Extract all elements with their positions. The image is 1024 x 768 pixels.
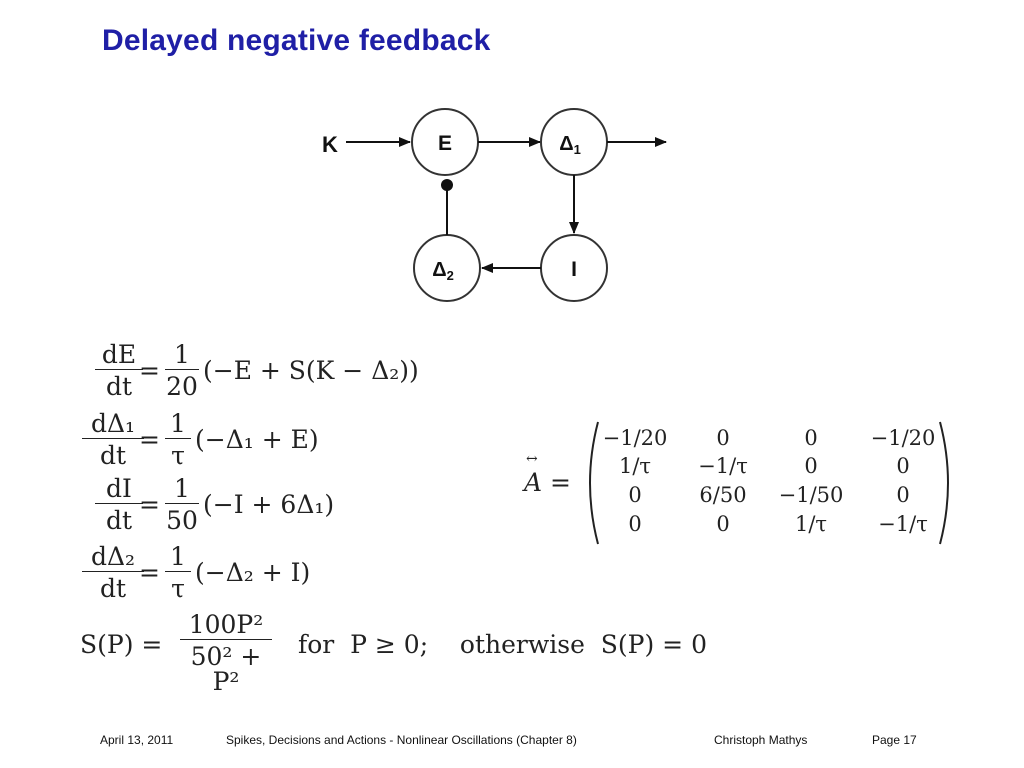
- matrix-cell: −1/50: [778, 483, 844, 507]
- eq2-lhs-numerator: dΔ₁: [82, 411, 144, 439]
- matrix-cell: 0: [896, 454, 910, 478]
- eq1-rhs: (−E + S(K − Δ₂)): [203, 356, 419, 385]
- eq4-rhs: (−Δ₂ + I): [195, 558, 311, 587]
- eq1-coef-numerator: 1: [165, 342, 199, 370]
- eq3-coef-denominator: 50: [166, 506, 198, 535]
- node-delta1-label: $\Delta_1$: [559, 133, 581, 157]
- matrix-cell: −1/20: [602, 426, 668, 450]
- eq3-coef-numerator: 1: [165, 476, 199, 504]
- node-i-label: I: [571, 258, 577, 281]
- matrix-a: [590, 426, 970, 546]
- eq4-lhs-denominator: dt: [99, 574, 127, 603]
- matrix-cell: 1/τ: [618, 454, 652, 478]
- input-label-k: K: [322, 132, 338, 157]
- matrix-cell: 0: [896, 483, 910, 507]
- node-delta2-label: $\Delta_2$: [432, 259, 454, 283]
- matrix-cell: 0: [804, 454, 818, 478]
- matrix-cell: 0: [628, 483, 642, 507]
- matrix-cell: −1/τ: [698, 454, 748, 478]
- matrix-cell: 6/50: [699, 483, 747, 507]
- matrix-cell: 0: [804, 426, 818, 450]
- eq3-lhs-denominator: dt: [105, 506, 133, 535]
- eq5-denominator: 50² + P²: [190, 642, 262, 696]
- inhibition-dot: [441, 179, 453, 191]
- node-e-label: E: [437, 132, 453, 155]
- footer-date: April 13, 2011: [100, 733, 174, 747]
- matrix-cell: 1/τ: [794, 512, 828, 536]
- network-diagram: [300, 95, 700, 315]
- matrix-cell: −1/τ: [878, 512, 928, 536]
- eq2-coef-numerator: 1: [165, 411, 191, 439]
- matrix-cell: 0: [716, 426, 730, 450]
- footer-course: Spikes, Decisions and Actions - Nonlinear Oscillations (Chapter 8): [226, 733, 577, 747]
- footer-author: Christoph Mathys: [714, 733, 808, 747]
- eq5-condition: for P ≥ 0; otherwise S(P) = 0: [298, 630, 707, 659]
- footer-page: Page 17: [872, 733, 917, 747]
- eq3-rhs: (−I + 6Δ₁): [203, 490, 335, 519]
- eq1-lhs-denominator: dt: [105, 372, 133, 401]
- matrix-cell: 0: [716, 512, 730, 536]
- eq3-lhs-numerator: dI: [95, 476, 143, 504]
- eq5-lhs: S(P) =: [80, 630, 163, 659]
- eq2-rhs: (−Δ₁ + E): [195, 425, 319, 454]
- matrix-cell: −1/20: [870, 426, 936, 450]
- eq4-lhs-numerator: dΔ₂: [82, 544, 144, 572]
- eq4-coef-denominator: τ: [171, 574, 185, 603]
- eq2-lhs-denominator: dt: [99, 441, 127, 470]
- eq4-coef-numerator: 1: [165, 544, 191, 572]
- matrix-cell: 0: [628, 512, 642, 536]
- eq1-coef-denominator: 20: [166, 372, 198, 401]
- eq5-numerator: 100P²: [180, 612, 272, 640]
- eq2-coef-denominator: τ: [171, 441, 185, 470]
- matrix-a-lhs: A =: [524, 468, 571, 497]
- eq1-lhs-numerator: dE: [95, 342, 143, 370]
- slide-title: Delayed negative feedback: [102, 24, 491, 57]
